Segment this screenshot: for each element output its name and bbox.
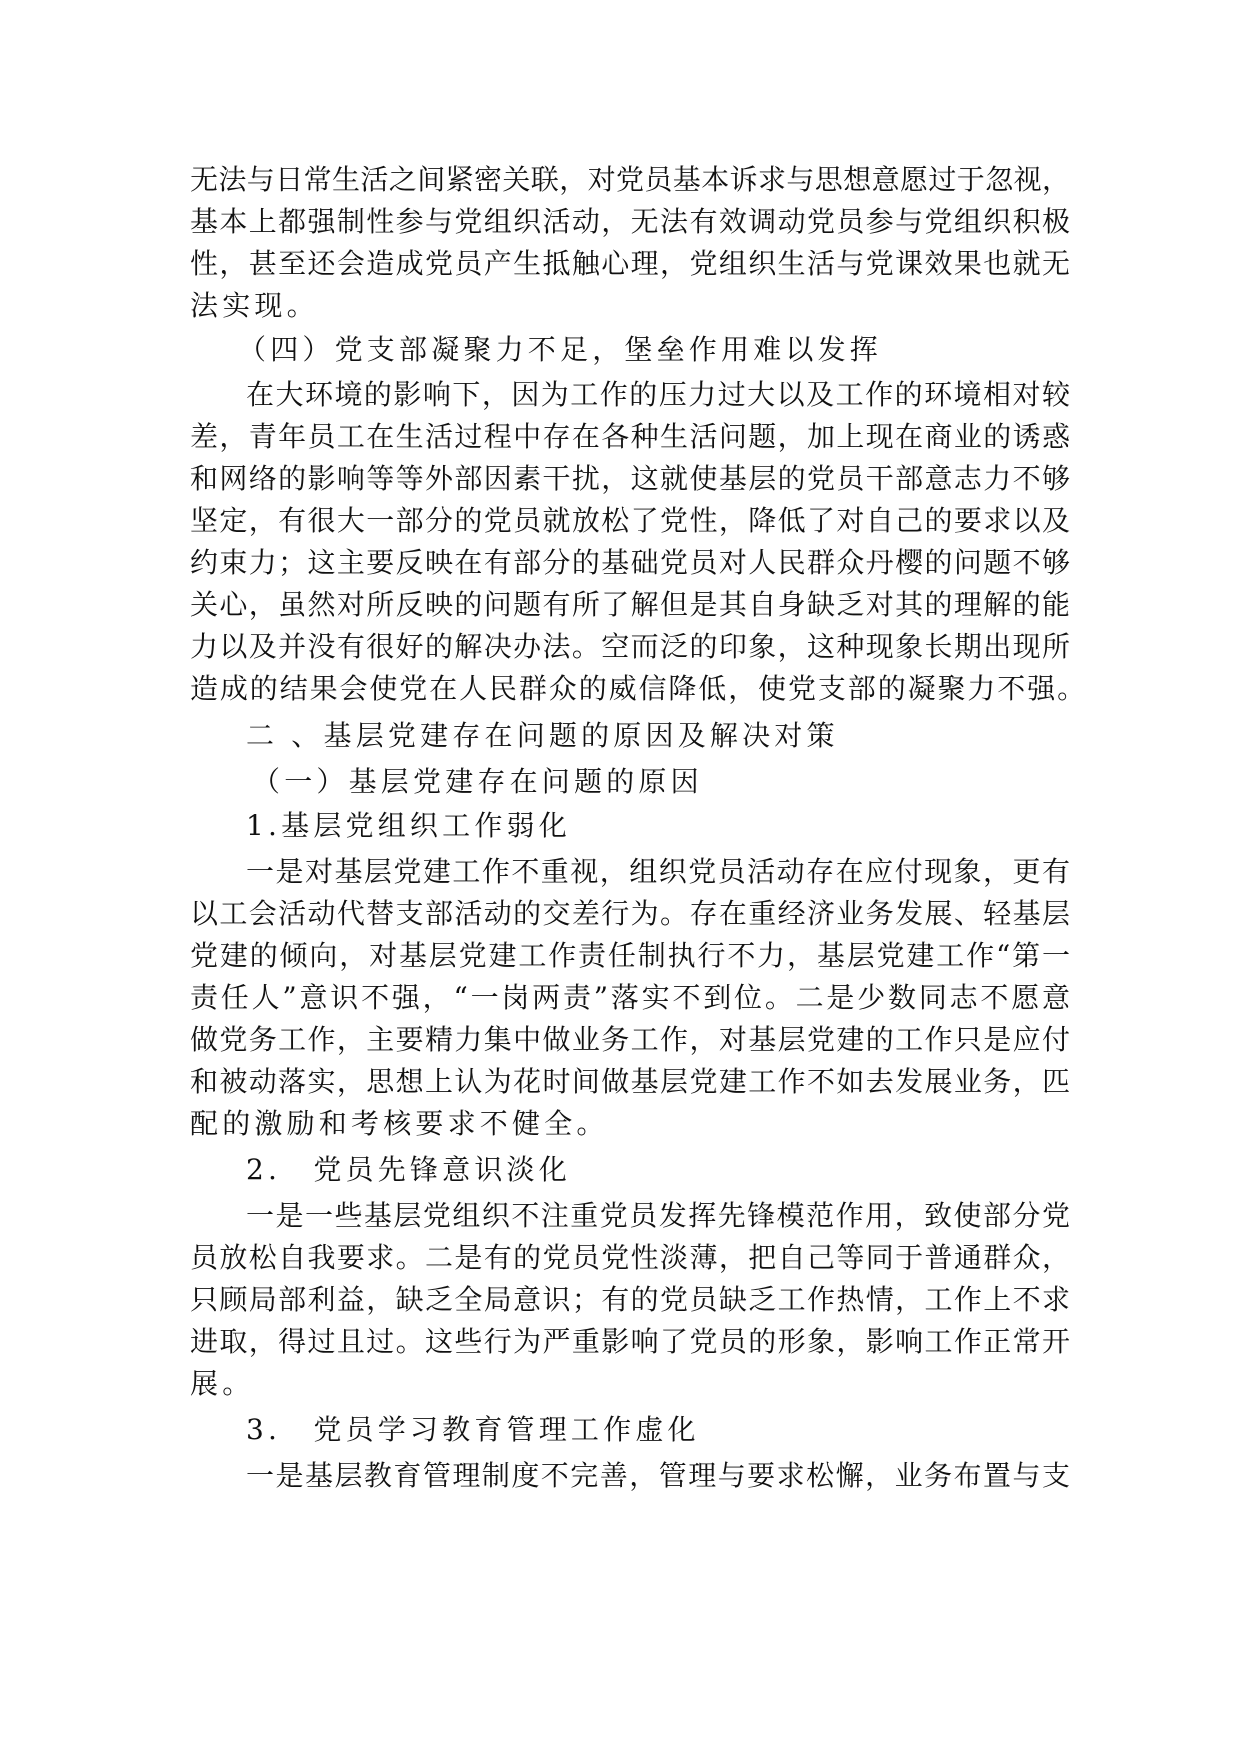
body-text-line: 进取，得过且过。这些行为严重影响了党员的形象，影响工作正常开 bbox=[190, 1325, 1070, 1358]
body-text-line: 责任人”意识不强，“一岗两责”落实不到位。二是少数同志不愿意 bbox=[190, 981, 1070, 1014]
body-text-line: 差，青年员工在生活过程中存在各种生活问题，加上现在商业的诱惑 bbox=[190, 420, 1070, 453]
body-text-line: 展。 bbox=[190, 1367, 255, 1400]
body-text-line: 和被动落实，思想上认为花时间做基层党建工作不如去发展业务，匹 bbox=[190, 1065, 1070, 1098]
body-text-line: 性，甚至还会造成党员产生抵触心理，党组织生活与党课效果也就无 bbox=[190, 247, 1070, 280]
subsection-heading: 2. 党员先锋意识淡化 bbox=[246, 1153, 571, 1186]
body-text-line: 造成的结果会使党在人民群众的威信降低，使党支部的凝聚力不强。 bbox=[190, 672, 1088, 705]
paragraph-first-line: 一是基层教育管理制度不完善，管理与要求松懈，业务布置与支 bbox=[246, 1459, 1070, 1492]
body-text-line: 坚定，有很大一部分的党员就放松了党性，降低了对自己的要求以及 bbox=[190, 504, 1070, 537]
section-heading: （四）党支部凝聚力不足，堡垒作用难以发挥 bbox=[238, 333, 883, 366]
body-text-line: 法实现。 bbox=[190, 289, 319, 322]
body-text-line: 关心，虽然对所反映的问题有所了解但是其自身缺乏对其的理解的能 bbox=[190, 588, 1070, 621]
body-text-line: 无法与日常生活之间紧密关联，对党员基本诉求与思想意愿过于忽视， bbox=[190, 163, 1070, 196]
chapter-heading: 二 、基层党建存在问题的原因及解决对策 bbox=[246, 719, 839, 752]
body-text-line: 和网络的影响等等外部因素干扰，这就使基层的党员干部意志力不够 bbox=[190, 462, 1070, 495]
body-text-line: 以工会活动代替支部活动的交差行为。存在重经济业务发展、轻基层 bbox=[190, 897, 1070, 930]
body-text-line: 基本上都强制性参与党组织活动，无法有效调动党员参与党组织积极 bbox=[190, 205, 1070, 238]
paragraph-first-line: 在大环境的影响下，因为工作的压力过大以及工作的环境相对较 bbox=[246, 378, 1070, 411]
subsection-heading: 1.基层党组织工作弱化 bbox=[246, 809, 571, 842]
body-text-line: 力以及并没有很好的解决办法。空而泛的印象，这种现象长期出现所 bbox=[190, 630, 1070, 663]
subsection-heading: 3. 党员学习教育管理工作虚化 bbox=[246, 1413, 700, 1446]
body-text-line: 做党务工作，主要精力集中做业务工作，对基层党建的工作只是应付 bbox=[190, 1023, 1070, 1056]
body-text-line: 员放松自我要求。二是有的党员党性淡薄，把自己等同于普通群众， bbox=[190, 1241, 1070, 1274]
section-heading: （一）基层党建存在问题的原因 bbox=[252, 765, 703, 798]
body-text-line: 配的激励和考核要求不健全。 bbox=[190, 1107, 609, 1140]
body-text-line: 约束力；这主要反映在有部分的基础党员对人民群众丹樱的问题不够 bbox=[190, 546, 1070, 579]
paragraph-first-line: 一是一些基层党组织不注重党员发挥先锋模范作用，致使部分党 bbox=[246, 1199, 1070, 1232]
paragraph-first-line: 一是对基层党建工作不重视，组织党员活动存在应付现象，更有 bbox=[246, 855, 1070, 888]
body-text-line: 只顾局部利益，缺乏全局意识；有的党员缺乏工作热情，工作上不求 bbox=[190, 1283, 1070, 1316]
body-text-line: 党建的倾向，对基层党建工作责任制执行不力，基层党建工作“第一 bbox=[190, 939, 1070, 972]
